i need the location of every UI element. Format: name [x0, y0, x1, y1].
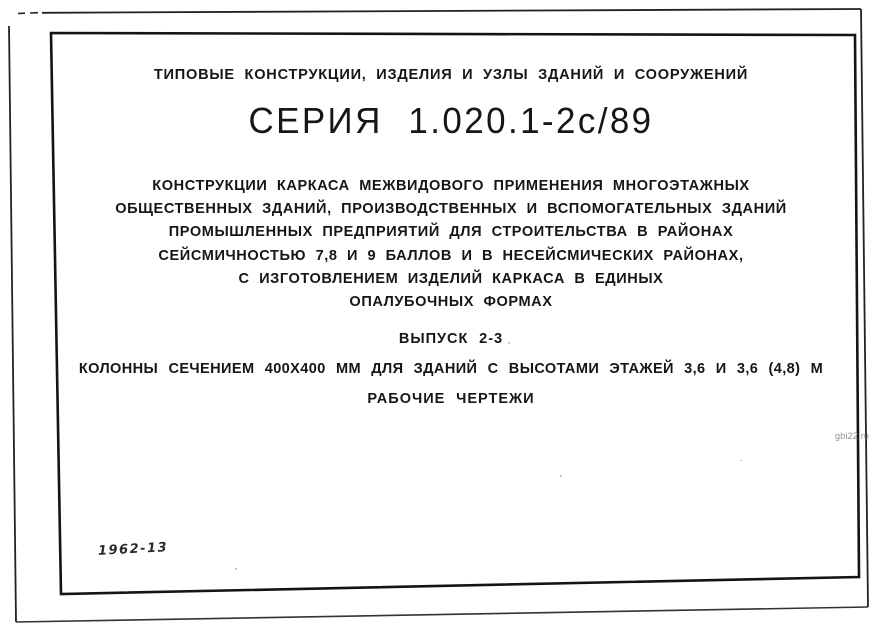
document-header: ТИПОВЫЕ КОНСТРУКЦИИ, ИЗДЕЛИЯ И УЗЛЫ ЗДАНИЙ И СООРУЖЕНИЙ: [153, 66, 749, 83]
outer-border-top-dashes: [18, 13, 38, 14]
description-line: КОНСТРУКЦИИ КАРКАСА МЕЖВИДОВОГО ПРИМЕНЕНИЯ МНОГОЭТАЖНЫХ: [152, 177, 750, 194]
outer-border-bottom: [16, 607, 868, 622]
description-line: ОПАЛУБОЧНЫХ ФОРМАХ: [349, 293, 553, 311]
description-line: СЕЙСМИЧНОСТЬЮ 7,8 И 9 БАЛЛОВ И В НЕСЕЙСМИЧЕСКИХ РАЙОНАХ,: [158, 246, 744, 264]
description-line: ОБЩЕСТВЕННЫХ ЗДАНИЙ, ПРОИЗВОДСТВЕННЫХ И ВСПОМОГАТЕЛЬНЫХ ЗДАНИЙ: [115, 200, 787, 218]
scan-speck: [235, 568, 237, 570]
site-watermark: gbi22.ru: [835, 431, 870, 441]
scan-speck: [508, 342, 510, 344]
handwritten-inventory-note: 1962-13: [97, 540, 169, 559]
scan-speck: [560, 475, 562, 477]
description-line: С ИЗГОТОВЛЕНИЕМ ИЗДЕЛИЙ КАРКАСА В ЕДИНЫХ: [238, 269, 664, 287]
issue-number: ВЫПУСК 2-3: [398, 330, 504, 347]
series-title: СЕРИЯ 1.020.1-2с/89: [248, 100, 654, 141]
description-block: [55, 174, 847, 313]
document-type-label: РАБОЧИЕ ЧЕРТЕЖИ: [367, 390, 535, 407]
description-line: ПРОМЫШЛЕННЫХ ПРЕДПРИЯТИЙ ДЛЯ СТРОИТЕЛЬСТВА В РАЙОНАХ: [168, 223, 734, 241]
scan-speck: [740, 460, 742, 461]
document-subtitle: КОЛОННЫ СЕЧЕНИЕМ 400Х400 ММ ДЛЯ ЗДАНИЙ С ВЫСОТАМИ ЭТАЖЕЙ 3,6 И 3,6 (4,8) М: [78, 360, 824, 377]
outer-border-top: [42, 9, 861, 13]
outer-border-left: [9, 26, 16, 622]
outer-border-right: [861, 9, 868, 607]
